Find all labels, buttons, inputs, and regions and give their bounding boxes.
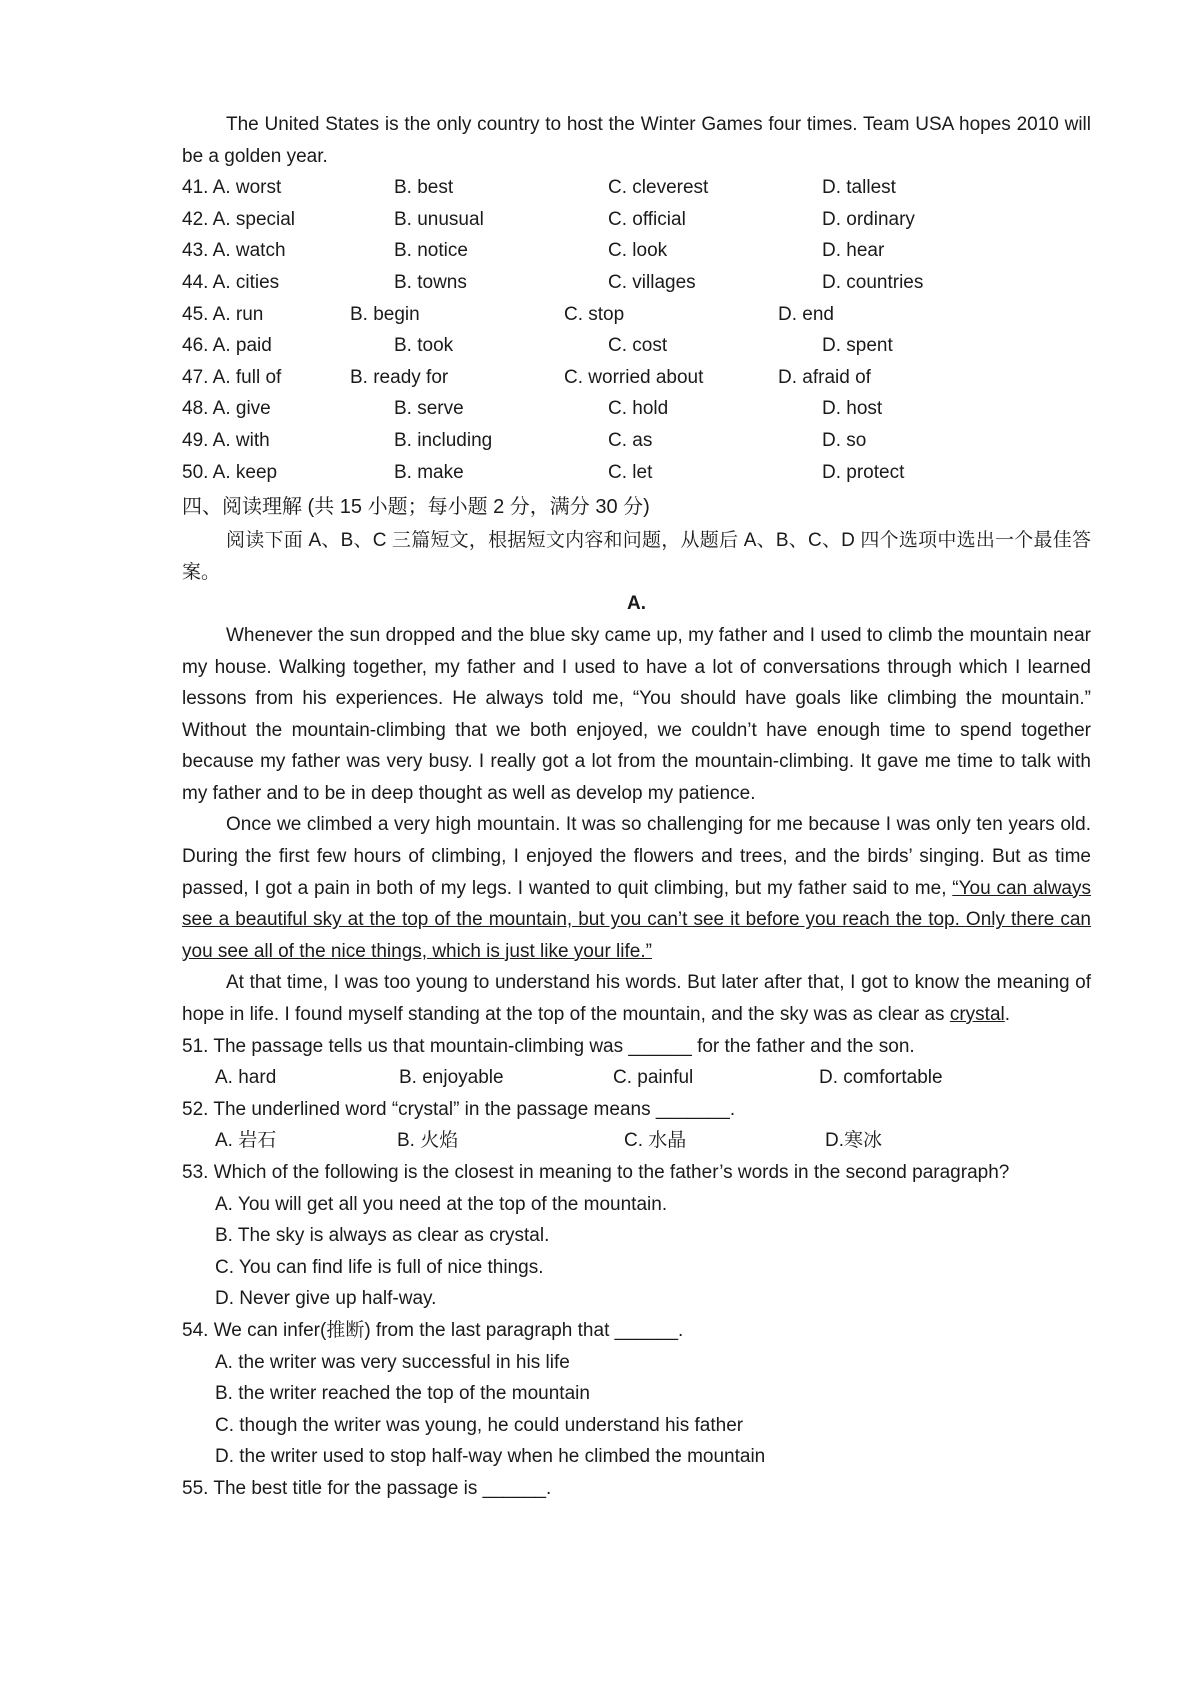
paragraph-text: Once we climbed a very high mountain. It was so challenging for me because I was only ten years old. During the first few hours of climbing, I enjoyed the flowers and trees, and the birds’ singing. But as time passed, I got a pain in both of my legs. I wanted to quit climbing, but my father said to me, <box>182 814 1091 899</box>
cloze-option-row <box>182 393 1091 425</box>
option-a: 41. A. worst <box>182 177 282 199</box>
passage-paragraph-2 <box>182 809 1091 967</box>
question-55-stem: 55. The best title for the passage is ______. <box>182 1477 552 1499</box>
cloze-option-row <box>182 362 1091 394</box>
option-a: 43. A. watch <box>182 240 286 262</box>
section-heading: 四、阅读理解 (共 15 小题；每小题 2 分，满分 30 分) <box>182 496 650 519</box>
option-c: C. as <box>608 429 653 451</box>
option-c: C. worried about <box>564 366 704 388</box>
option-c: C. official <box>608 208 686 230</box>
option-a: 50. A. keep <box>182 461 278 483</box>
option-b: B. best <box>394 177 454 199</box>
question-52-options <box>182 1125 1091 1157</box>
cloze-option-row <box>182 330 1091 362</box>
option-c: C. look <box>608 240 668 262</box>
question-54-option-a: A. the writer was very successful in his life <box>215 1351 570 1373</box>
option-a: 49. A. with <box>182 429 270 451</box>
option-d: D. protect <box>822 461 905 483</box>
option-d: D. hear <box>822 240 885 262</box>
question-53-stem: 53. Which of the following is the closest in meaning to the father’s words in the second paragraph? <box>182 1162 1010 1183</box>
option-b: B. notice <box>394 240 468 262</box>
cloze-option-row <box>182 172 1091 204</box>
option-b: B. 火焰 <box>397 1130 459 1152</box>
option-c: C. painful <box>613 1067 694 1089</box>
question-51-stem: 51. The passage tells us that mountain-climbing was ______ for the father and the son. <box>182 1035 915 1057</box>
option-b: B. enjoyable <box>399 1067 504 1089</box>
section-instructions: 阅读下面 A、B、C 三篇短文，根据短文内容和问题，从题后 A、B、C、D 四个选项中选出一个最佳答案。 <box>182 530 1091 583</box>
option-a: A. hard <box>215 1067 277 1089</box>
option-b: B. took <box>394 335 454 357</box>
passage-title: A. <box>627 593 646 615</box>
paragraph-end: . <box>1004 1004 1011 1026</box>
option-a: 47. A. full of <box>182 366 282 388</box>
option-b: B. begin <box>350 303 420 325</box>
option-a: 42. A. special <box>182 208 296 230</box>
option-c: C. cost <box>608 335 668 357</box>
option-d: D. end <box>778 303 834 325</box>
cloze-option-row <box>182 425 1091 457</box>
question-54-option-c: C. though the writer was young, he could understand his father <box>215 1414 744 1436</box>
option-a: 48. A. give <box>182 398 271 420</box>
question-53-option-a: A. You will get all you need at the top of the mountain. <box>215 1193 668 1215</box>
question-54-option-d: D. the writer used to stop half-way when he climbed the mountain <box>215 1446 766 1468</box>
question-53-option-d: D. Never give up half-way. <box>215 1288 437 1310</box>
option-d: D. so <box>822 429 867 451</box>
question-54-stem: 54. We can infer(推断) from the last paragraph that ______. <box>182 1319 684 1341</box>
option-c: C. let <box>608 461 653 483</box>
underlined-quote: “You can always see a beautiful sky at the top of the mountain, but you can’t see it before you reach the top. Only there can you see all of the nice things, which is just like your life.” <box>182 877 1091 962</box>
option-b: B. towns <box>394 271 467 293</box>
option-c: C. stop <box>564 303 625 325</box>
question-51-options <box>182 1062 1091 1094</box>
passage-paragraph-1: Whenever the sun dropped and the blue sky came up, my father and I used to climb the mountain near my house. Walking together, my father and I used to have a lot of conversations through which I learned lessons from his experiences. He always told me, “You should have goals like climbing the mountain.” Without the mountain-climbing that we both enjoyed, we couldn’t have enough time to spend together because my father was very busy. I really got a lot from the mountain-climbing. It gave me time to talk with my father and to be in deep thought as well as develop my patience. <box>182 624 1091 804</box>
option-a: 44. A. cities <box>182 271 280 293</box>
passage-paragraph-3 <box>182 967 1091 1030</box>
question-52-stem: 52. The underlined word “crystal” in the passage means _______. <box>182 1098 736 1120</box>
question-54-option-b: B. the writer reached the top of the mountain <box>215 1383 590 1405</box>
option-b: B. including <box>394 429 493 451</box>
option-b: B. make <box>394 461 464 483</box>
option-d: D. comfortable <box>819 1067 943 1089</box>
option-b: B. ready for <box>350 366 449 388</box>
cloze-option-row <box>182 235 1091 267</box>
option-a: 46. A. paid <box>182 335 272 357</box>
option-d: D. afraid of <box>778 366 871 388</box>
cloze-option-row <box>182 299 1091 331</box>
option-c: C. villages <box>608 271 696 293</box>
underlined-word: crystal <box>949 1004 1005 1026</box>
option-a: A. 岩石 <box>215 1130 277 1152</box>
cloze-options <box>182 172 1091 488</box>
option-c: C. 水晶 <box>624 1130 687 1152</box>
paragraph-text: At that time, I was too young to understand his words. But later after that, I got to know the meaning of hope in life. I found myself standing at the top of the mountain, and the sky was as clear as <box>182 972 1091 1026</box>
option-a: 45. A. run <box>182 303 264 325</box>
cloze-option-row <box>182 457 1091 489</box>
option-d: D. host <box>822 398 883 420</box>
option-d: D. countries <box>822 271 924 293</box>
option-c: C. cleverest <box>608 177 709 199</box>
question-53-option-c: C. You can find life is full of nice things. <box>215 1256 544 1278</box>
cloze-option-row <box>182 267 1091 299</box>
question-53-option-b: B. The sky is always as clear as crystal. <box>215 1225 550 1247</box>
intro-paragraph: The United States is the only country to host the Winter Games four times. Team USA hopes 2010 will be a golden year. <box>182 114 1091 167</box>
option-b: B. serve <box>394 398 464 420</box>
option-d: D. spent <box>822 335 893 357</box>
option-d: D. ordinary <box>822 208 915 230</box>
option-d: D.寒冰 <box>825 1130 883 1152</box>
option-b: B. unusual <box>394 208 484 230</box>
option-d: D. tallest <box>822 177 896 199</box>
page-content <box>182 109 1091 1505</box>
cloze-option-row <box>182 204 1091 236</box>
option-c: C. hold <box>608 398 669 420</box>
